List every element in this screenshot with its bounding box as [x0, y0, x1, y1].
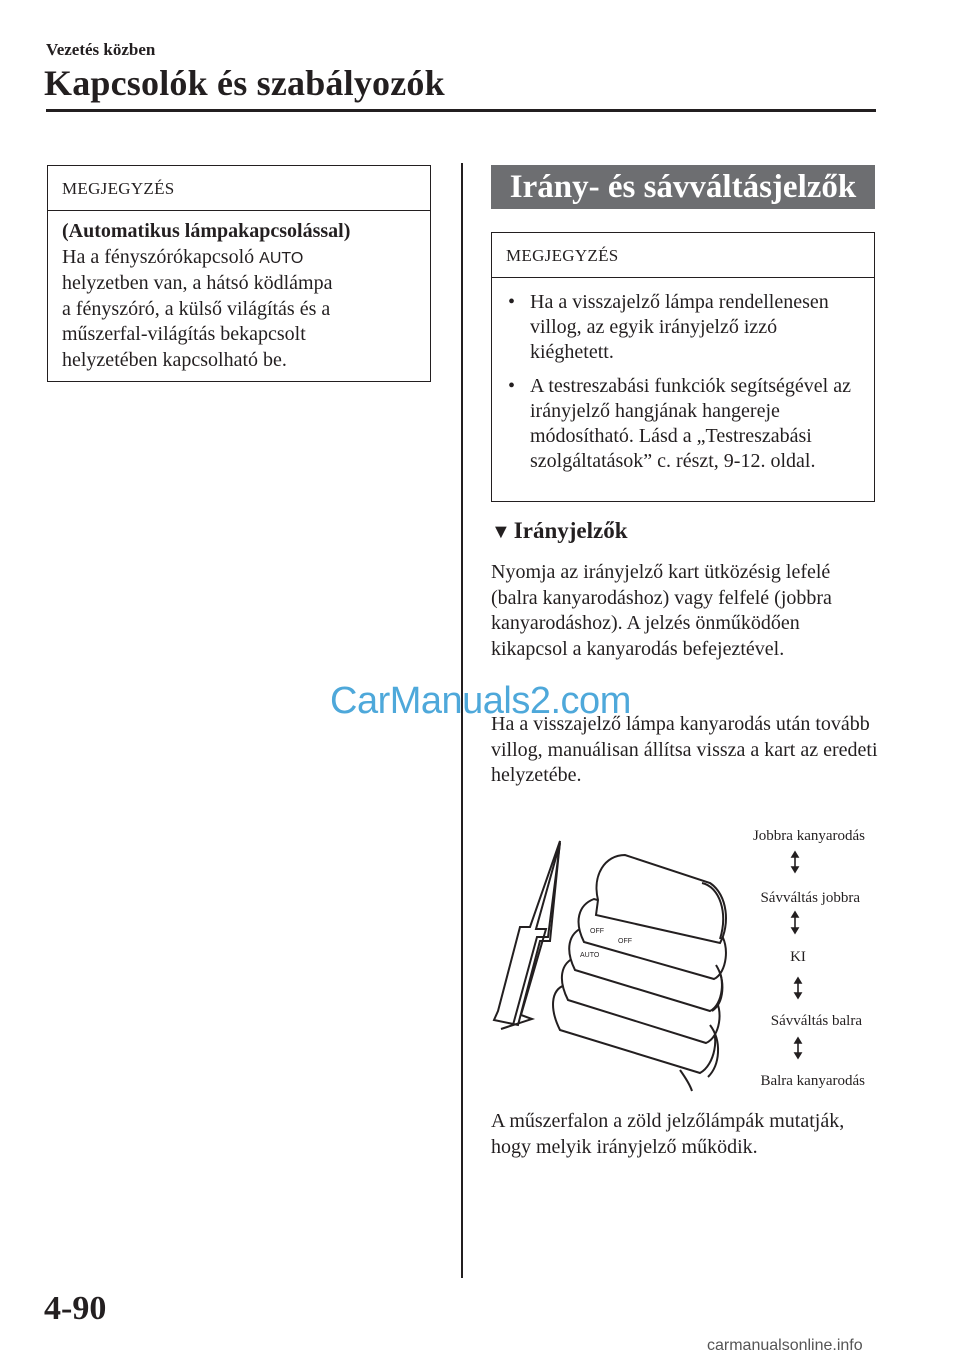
- note-box-left: [47, 165, 431, 382]
- note-line: helyzetében kapcsolható be.: [62, 348, 287, 371]
- auto-position-label: AUTO: [259, 249, 304, 267]
- label-off: KI: [790, 949, 806, 965]
- lever-mark-auto: AUTO: [580, 952, 600, 959]
- label-left-turn: Balra kanyarodás: [760, 1073, 865, 1089]
- watermark: CarManuals2.com: [330, 680, 631, 722]
- note-item-text: Ha a visszajelző lámpa rendellenesen villog, az egyik irányjelző izzó kiéghetett.: [530, 291, 829, 363]
- vertical-arrow-icon: [795, 978, 801, 998]
- lever-mark-off: OFF: [618, 938, 632, 945]
- note-line: helyzetben van, a hátsó ködlámpa: [62, 272, 333, 294]
- footer-url: carmanualsonline.info: [707, 1337, 863, 1354]
- subsection-heading: [491, 518, 628, 544]
- label-lane-change-right: Sávváltás jobbra: [760, 890, 860, 906]
- note-line: műszerfal-világítás bekapcsolt: [62, 323, 306, 345]
- note-subheading: (Automatikus lámpakapcsolással): [62, 220, 351, 242]
- lever-illustration: [553, 855, 726, 1091]
- note-list-item: [506, 290, 862, 365]
- double-arrow-icon: [494, 841, 560, 1029]
- section-banner: Irány- és sávváltásjelzők: [491, 165, 875, 209]
- label-lane-change-left: Sávváltás balra: [770, 1013, 862, 1029]
- note-line-text: Ha a fényszórókapcsoló: [62, 245, 255, 268]
- note-list-item: [506, 374, 862, 474]
- paragraph: A műszerfalon a zöld jelzőlámpák mutatják, hogy melyik irányjelző működik.: [491, 1110, 845, 1158]
- bullet-icon: •: [508, 291, 516, 313]
- note-line: a fényszóró, a külső világítás és a: [62, 297, 331, 320]
- note-list: [492, 278, 874, 474]
- note-body: [48, 211, 430, 373]
- subsection-heading-text: Irányjelzők: [513, 518, 628, 543]
- paragraph: Nyomja az irányjelző kart ütközésig lefelé (balra kanyarodáshoz) vagy felfelé (jobbra kanyarodáshoz). A jelzés önműködően kikapcsol a kanyarodás befejeztével.: [491, 561, 832, 660]
- note-heading: MEGJEGYZÉS: [48, 166, 430, 211]
- page-number: 4-90: [44, 1290, 107, 1327]
- note-heading: MEGJEGYZÉS: [492, 233, 874, 278]
- vertical-arrow-icon: [792, 912, 798, 933]
- turn-signal-lever-diagram: [480, 815, 880, 1095]
- section-label: Vezetés közben: [46, 40, 156, 59]
- label-right-turn: Jobbra kanyarodás: [752, 828, 865, 844]
- page-title: Kapcsolók és szabályozók: [44, 63, 445, 103]
- note-box-right: [491, 232, 875, 502]
- triangle-down-icon: ▼: [491, 521, 511, 543]
- vertical-arrow-icon: [795, 1038, 801, 1058]
- bullet-icon: •: [508, 375, 516, 397]
- vertical-arrow-icon: [792, 852, 798, 872]
- note-line: [62, 245, 416, 272]
- note-item-text: A testreszabási funkciók segítségével az irányjelző hangjának hangereje módosítható. Lásd a „Testreszabási szolgáltatások” c. részt, 9-12. oldal.: [530, 375, 851, 472]
- paragraph: Ha a visszajelző lámpa kanyarodás után tovább villog, manuálisan állítsa vissza a kart az eredeti helyzetébe.: [491, 713, 878, 786]
- title-rule: [46, 109, 876, 112]
- lever-mark-off: OFF: [590, 928, 604, 935]
